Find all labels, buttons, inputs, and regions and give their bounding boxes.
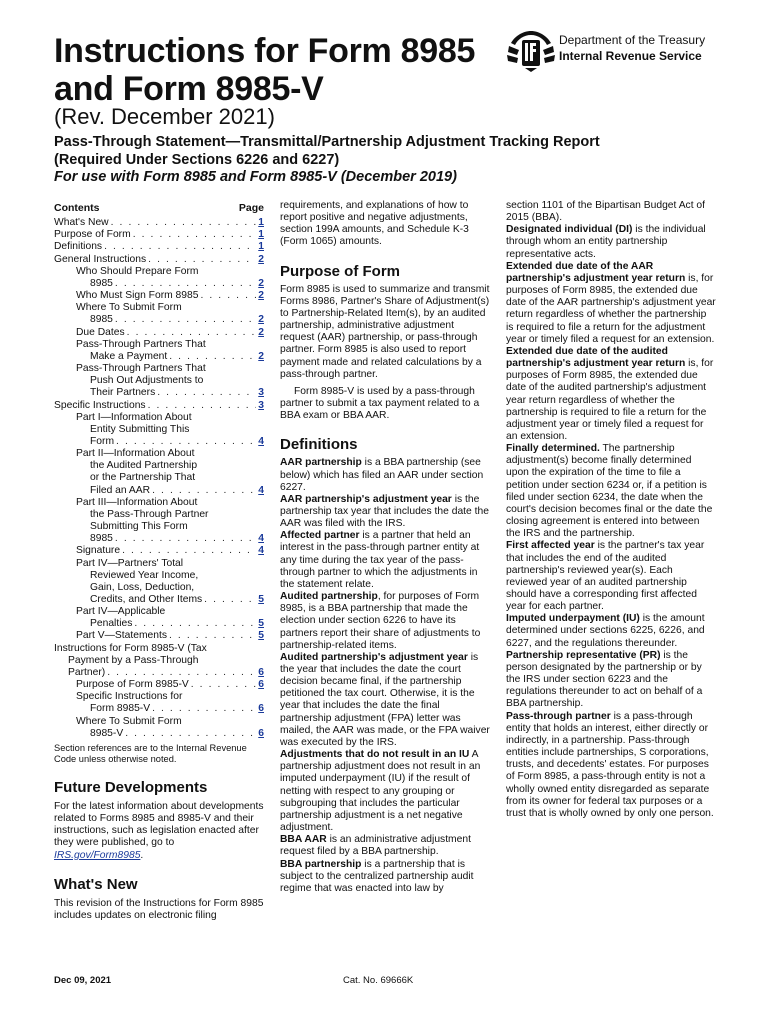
toc-leader-dots xyxy=(157,387,256,399)
future-developments-heading: Future Developments xyxy=(54,778,208,796)
definition-text: is the individual through whom an entity partnership representative acts. xyxy=(506,224,706,260)
contents-page-heading: Page xyxy=(238,202,264,214)
toc-page-link[interactable]: 6 xyxy=(258,679,264,691)
definition-term: AAR partnership xyxy=(280,457,362,469)
definition-paragraph xyxy=(506,540,716,613)
definition-text: is an administrative adjustment request filed by a BBA partnership. xyxy=(280,834,471,858)
toc-entry-label: Part III—Information About xyxy=(76,496,198,508)
toc-leader-dots xyxy=(200,290,256,302)
toc-entry[interactable] xyxy=(54,679,264,691)
toc-page-link[interactable]: 2 xyxy=(258,350,264,362)
toc-entry[interactable] xyxy=(54,339,264,363)
toc-leader-dots xyxy=(115,533,256,545)
toc-entry-label: 8985 xyxy=(90,314,113,326)
definition-paragraph xyxy=(280,457,490,493)
definition-term: Designated individual (DI) xyxy=(506,224,633,236)
toc-entry-label: Part I—Information About xyxy=(76,411,192,423)
toc-entry[interactable] xyxy=(54,558,264,607)
irs-form8985-link[interactable]: IRS.gov/Form8985 xyxy=(54,849,141,861)
toc-entry-label: Partner) xyxy=(68,666,106,678)
definition-text: is the partner's tax year that includes the end of the audited partnership's reviewed year(s). Each reviewed year of an audited partnership should have a corresponding first affected year for each partner. xyxy=(506,540,705,613)
continuation-paragraph: requirements, and explanations of how to report positive and negative adjustments, section 199A amounts, and Schedule K-3 (Form 1065) amounts. xyxy=(280,200,469,248)
toc-leader-dots xyxy=(148,400,257,412)
revision-date: (Rev. December 2021) xyxy=(54,104,275,129)
toc-entry-label: Specific Instructions xyxy=(54,399,146,411)
toc-entry-label: Instructions for Form 8985-V (Tax xyxy=(54,642,207,654)
toc-entry[interactable] xyxy=(54,254,264,266)
toc-page-link[interactable]: 3 xyxy=(258,399,264,411)
toc-entry-label: Filed an AAR xyxy=(90,484,151,496)
definition-term: AAR partnership's adjustment year xyxy=(280,493,452,505)
toc-entry-label: 8985 xyxy=(90,533,113,545)
definition-paragraph xyxy=(280,591,490,652)
toc-entry-label: Penalties xyxy=(90,618,133,630)
definition-paragraph xyxy=(280,494,490,530)
toc-entry-label: Definitions xyxy=(54,241,103,253)
subtitle-line-1: Pass-Through Statement—Transmittal/Partnership Adjustment Tracking Report xyxy=(54,134,600,150)
definition-text: The partnership adjustment(s) become finally determined upon the expiration of the time to file a petition under section 6234 or, if a petition is filed under section 6234, the date when the court's decision becomes final or the date the closing agreement is entered into between the IRS and the partnership. xyxy=(506,443,713,540)
irs-eagle-logo-icon xyxy=(505,28,557,72)
toc-entry-label: Form xyxy=(90,435,115,447)
continuation-paragraph-column-3: section 1101 of the Bipartisan Budget Act of 2015 (BBA). xyxy=(506,200,706,224)
toc-leader-dots xyxy=(111,217,257,229)
document-subtitle xyxy=(54,134,600,187)
toc-entry[interactable] xyxy=(54,302,264,326)
toc-entry-label: the Audited Partnership xyxy=(90,460,198,472)
toc-page-link[interactable]: 4 xyxy=(258,484,264,496)
toc-entry-label: Pass-Through Partners That xyxy=(76,363,206,375)
toc-entry[interactable] xyxy=(54,691,264,715)
toc-entry-label: Specific Instructions for xyxy=(76,691,183,703)
toc-entry-label: 8985-V xyxy=(90,727,124,739)
subtitle-line-3: For use with Form 8985 and Form 8985-V (December 2019) xyxy=(54,169,457,185)
definition-paragraph xyxy=(506,650,716,711)
title-line-2: and Form 8985-V xyxy=(54,70,324,108)
definition-paragraph xyxy=(506,261,716,346)
toc-entry-label: Part IV—Applicable xyxy=(76,606,166,618)
toc-leader-dots xyxy=(122,545,256,557)
toc-entry-label: Signature xyxy=(76,545,121,557)
definition-paragraph xyxy=(506,613,716,649)
whats-new-heading: What's New xyxy=(54,875,138,893)
toc-page-link[interactable]: 5 xyxy=(258,594,264,605)
definition-paragraph xyxy=(506,711,716,820)
toc-entry-label: Form 8985-V xyxy=(90,703,151,715)
document-title xyxy=(54,32,475,108)
toc-leader-dots xyxy=(133,229,257,241)
contents-header xyxy=(54,202,264,214)
toc-leader-dots xyxy=(191,679,257,691)
definition-text: is a partnership that is subject to the centralized partnership audit regime that was enacted into law by xyxy=(280,858,474,894)
agency-name xyxy=(559,32,705,64)
toc-page-link[interactable]: 1 xyxy=(258,241,264,253)
definition-text: is the person designated by the partnership or by the IRS under section 6223 and the regulations thereunder to act on behalf of a BBA partnership. xyxy=(506,649,703,710)
definition-term: Extended due date of the AAR partnership's adjustment year return xyxy=(506,260,686,284)
contents-heading: Contents xyxy=(54,202,100,214)
definition-text: is the amount determined under sections 6225, 6226, and 6227, and the regulations thereunder. xyxy=(506,613,705,649)
definitions-list-column-3 xyxy=(506,224,716,820)
toc-page-link[interactable]: 5 xyxy=(258,630,264,642)
toc-entry[interactable] xyxy=(54,545,264,557)
toc-entry-label: Submitting This Form xyxy=(90,521,188,533)
toc-entry-label: Part V—Statements xyxy=(76,630,167,642)
toc-leader-dots xyxy=(125,728,256,740)
toc-entry[interactable] xyxy=(54,448,264,497)
definition-paragraph xyxy=(506,224,716,260)
toc-leader-dots xyxy=(107,667,256,679)
toc-leader-dots xyxy=(148,254,256,266)
toc-entry[interactable] xyxy=(54,266,264,290)
definition-paragraph xyxy=(506,443,716,540)
definition-term: Pass-through partner xyxy=(506,710,611,722)
definition-text: is, for purposes of Form 8985, the extended due date of the audited partnership's adjustment year return regardless of whether the partnership is required to file a return for the adjustment year or timely filed a request for an extension. xyxy=(506,358,714,442)
subtitle-line-2: (Required Under Sections 6226 and 6227) xyxy=(54,151,340,168)
definitions-list-column-2 xyxy=(280,457,490,895)
toc-entry[interactable] xyxy=(54,327,264,339)
toc-leader-dots xyxy=(115,314,256,326)
toc-leader-dots xyxy=(152,703,256,715)
toc-leader-dots xyxy=(127,327,257,339)
toc-entry-label: Reviewed Year Income, xyxy=(90,569,199,581)
definition-text: , for purposes of Form 8985, is a BBA partnership that made the election under section 6226 to have its partners report their share of adjustments to partnership-related items. xyxy=(280,591,481,651)
column-1 xyxy=(54,200,264,922)
toc-page-link[interactable]: 4 xyxy=(258,533,264,545)
toc-leader-dots xyxy=(169,351,256,363)
toc-entry-label: Who Should Prepare Form xyxy=(76,265,199,277)
toc-entry-label: Their Partners xyxy=(90,387,156,399)
toc-entry-label: Part IV—Partners' Total xyxy=(76,557,184,569)
toc-leader-dots xyxy=(204,594,256,606)
toc-entry[interactable] xyxy=(54,716,264,740)
footer-date: Dec 09, 2021 xyxy=(54,975,112,986)
toc-entry-label: What's New xyxy=(54,217,109,229)
toc-entry[interactable] xyxy=(54,241,264,253)
definition-term: Adjustments that do not result in an IU xyxy=(280,749,470,761)
toc-page-link[interactable]: 6 xyxy=(258,703,264,715)
definition-paragraph xyxy=(280,749,490,834)
toc-entry[interactable] xyxy=(54,630,264,642)
purpose-paragraph-1: Form 8985 is used to summarize and transmit Forms 8986, Partner's Share of Adjustment(s) to Partnership-Related Item(s), by an audited partnership, administrative adjustment request (AAR) partnership, or pass-through partner. Form 8985 is also used to report payment made and related calculations by a pass-through partner. xyxy=(280,283,490,380)
toc-leader-dots xyxy=(134,618,256,630)
definition-paragraph xyxy=(506,346,716,443)
definitions-heading: Definitions xyxy=(280,436,358,454)
future-developments-text: For the latest information about developments related to Forms 8985 and 8985-V and their instructions, such as legislation enacted after they were published, go to xyxy=(54,800,264,849)
toc-page-link[interactable]: 1 xyxy=(258,217,264,229)
definition-term: Finally determined. xyxy=(506,443,600,455)
table-of-contents xyxy=(54,217,264,740)
toc-page-link[interactable]: 4 xyxy=(258,545,264,557)
section-references-note: Section references are to the Internal Revenue Code unless otherwise noted. xyxy=(54,742,247,764)
agency-line-2: Internal Revenue Service xyxy=(559,49,702,63)
toc-page-link[interactable]: 3 xyxy=(258,387,264,399)
toc-entry-label: or the Partnership That xyxy=(90,472,196,484)
definition-term: Audited partnership xyxy=(280,591,378,603)
toc-entry-label: Entity Submitting This xyxy=(90,423,190,435)
definition-term: Extended due date of the audited partnership's adjustment year return xyxy=(506,345,686,370)
toc-entry[interactable] xyxy=(54,606,264,630)
catalog-number: Cat. No. 69666K xyxy=(343,975,414,986)
definition-term: BBA partnership xyxy=(280,858,362,870)
definition-paragraph xyxy=(280,859,490,895)
toc-leader-dots xyxy=(104,241,256,253)
definition-text: is, for purposes of Form 8985, the extended due date of the AAR partnership's adjustment year return regardless of whether the partnership is required to file a return for the adjustment year or timely filed a request for an extension. xyxy=(506,272,716,345)
definition-term: Affected partner xyxy=(280,530,360,542)
agency-line-1: Department of the Treasury xyxy=(559,33,706,47)
toc-page-link[interactable]: 6 xyxy=(258,727,264,739)
definition-text: is a partner that held an interest in the pass-through partner entity at any time during the tax year of the pass-through partner to which the adjustments in the statement relate. xyxy=(280,530,480,590)
definition-text: is a pass-through entity that holds an interest, either directly or indirectly, in a partnership. Pass-through entities include partnerships, S corporations, trusts, and decedents' estates. For purposes of Form 8985, a pass-through entity is not a wholly owned entity disregarded as separate from its owner for federal tax purposes or a trust that is wholly owned by only one person. xyxy=(506,710,714,819)
toc-leader-dots xyxy=(169,630,256,642)
definition-term: Audited partnership's adjustment year xyxy=(280,651,468,663)
purpose-of-form-heading: Purpose of Form xyxy=(280,262,401,280)
toc-leader-dots xyxy=(115,278,256,290)
toc-page-link[interactable]: 2 xyxy=(258,277,264,289)
definition-text: A partnership adjustment does not result in an imputed underpayment (IU) if the result of netting with respect to any grouping or subgrouping that includes the particular partnership adjustment is a net negative adjustment. xyxy=(280,749,481,834)
future-developments-end: . xyxy=(140,849,144,861)
whats-new-paragraph: This revision of the Instructions for Form 8985 includes updates on electronic filing xyxy=(54,897,264,921)
toc-entry-label: Who Must Sign Form 8985 xyxy=(76,290,199,302)
definition-text: is a BBA partnership (see below) which has filed an AAR under section 6227. xyxy=(280,457,484,493)
toc-entry[interactable] xyxy=(54,497,264,546)
toc-page-link[interactable]: 1 xyxy=(258,229,264,241)
definition-text: is the partnership tax year that includes the date the AAR was filed with the IRS. xyxy=(280,493,489,530)
toc-entry-label: the Pass-Through Partner xyxy=(90,508,209,520)
toc-page-link[interactable]: 2 xyxy=(258,326,264,338)
definition-paragraph xyxy=(280,652,490,749)
toc-entry-label: Where To Submit Form xyxy=(76,715,182,727)
toc-entry-label: General Instructions xyxy=(54,253,147,265)
future-developments-paragraph xyxy=(54,801,264,862)
toc-entry[interactable] xyxy=(54,400,264,412)
toc-entry[interactable] xyxy=(54,290,264,302)
toc-entry[interactable] xyxy=(54,217,264,229)
definition-term: First affected year xyxy=(506,540,595,552)
toc-entry[interactable] xyxy=(54,229,264,241)
toc-leader-dots xyxy=(152,485,256,497)
toc-entry[interactable] xyxy=(54,412,264,448)
toc-entry-label: Pass-Through Partners That xyxy=(76,338,206,350)
toc-page-link[interactable]: 2 xyxy=(258,314,264,326)
definition-term: Imputed underpayment (IU) xyxy=(506,613,640,625)
toc-entry-label: Push Out Adjustments to xyxy=(90,375,204,387)
definition-text: is the year that includes the date the court decision became final, if the partnership petitioned the tax court. Otherwise, it is the year that includes the date the final partnership adjustment (FPA) letter was mailed, the AAR was made, or the FPA waiver was executed by the IRS. xyxy=(280,651,490,748)
toc-entry-label: Purpose of Form xyxy=(54,229,131,241)
column-2 xyxy=(280,200,490,895)
toc-page-link[interactable]: 2 xyxy=(258,253,264,265)
toc-page-link[interactable]: 4 xyxy=(258,435,264,447)
toc-entry-label: Credits, and Other Items xyxy=(90,594,203,605)
column-3 xyxy=(506,200,716,820)
toc-page-link[interactable]: 2 xyxy=(258,290,264,302)
toc-entry-label: Make a Payment xyxy=(90,350,168,362)
toc-leader-dots xyxy=(116,436,256,448)
toc-entry[interactable] xyxy=(54,643,264,679)
toc-entry-label: Due Dates xyxy=(76,326,125,338)
toc-page-link[interactable]: 5 xyxy=(258,618,264,630)
toc-entry-label: Gain, Loss, Deduction, xyxy=(90,581,195,593)
title-line-1: Instructions for Form 8985 xyxy=(54,32,476,70)
toc-entry-label: Payment by a Pass-Through xyxy=(68,654,199,666)
definition-term: BBA AAR xyxy=(280,834,327,846)
definition-paragraph xyxy=(280,530,490,591)
toc-entry[interactable] xyxy=(54,363,264,399)
toc-entry-label: Purpose of Form 8985-V xyxy=(76,679,189,691)
definition-term: Partnership representative (PR) xyxy=(506,649,661,661)
purpose-paragraph-2: Form 8985-V is used by a pass-through partner to submit a tax payment related to a BBA exam or BBA AAR. xyxy=(280,385,480,422)
toc-entry-label: 8985 xyxy=(90,277,113,289)
definition-paragraph xyxy=(280,834,490,858)
toc-page-link[interactable]: 6 xyxy=(258,666,264,678)
toc-entry-label: Where To Submit Form xyxy=(76,302,182,314)
toc-entry-label: Part II—Information About xyxy=(76,448,195,460)
